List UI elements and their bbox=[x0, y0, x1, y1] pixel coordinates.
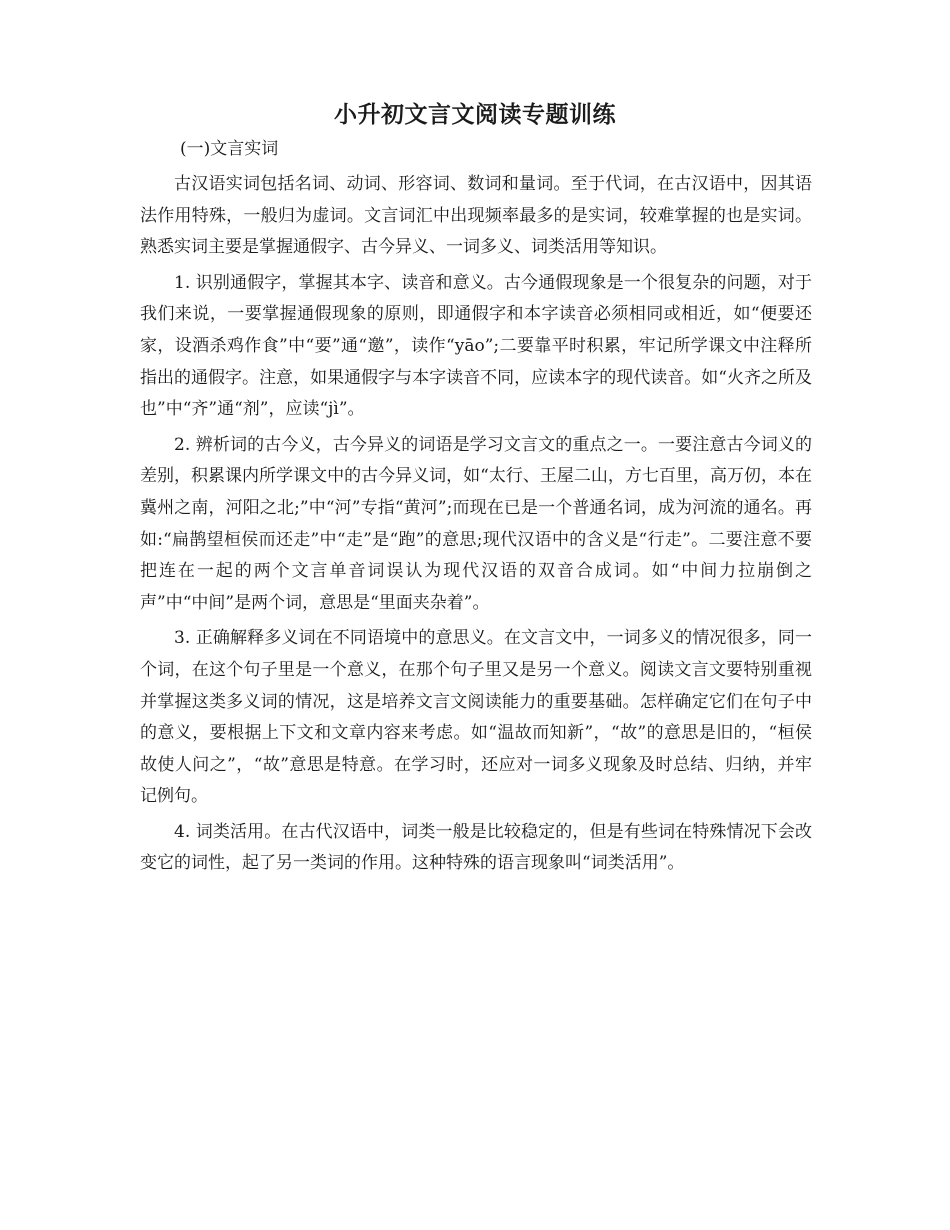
paragraph-2-gujinyi: 2. 辨析词的古今义，古今异义的词语是学习文言文的重点之一。一要注意古今词义的差别，积累课内所学课文中的古今异义词，如“太行、王屋二山，方七百里，高万仞，本在冀州之南，河阳之北;”中“河”专指“黄河”;而现在已是一个普通名词，成为河流的通名。再如:“扁鹊望桓侯而还走”中“走”是“跑”的意思;现代汉语中的含义是“行走”。二要注意不要把连在一起的两个文言单音词误认为现代汉语的双音合成词。如“中间力拉崩倒之声”中“中间”是两个词，意思是“里面夹杂着”。 bbox=[140, 434, 812, 613]
paragraph-4-cileihuoyong: 4. 词类活用。在古代汉语中，词类一般是比较稳定的，但是有些词在特殊情况下会改变它的词性，起了另一类词的作用。这种特殊的语言现象叫“词类活用”。 bbox=[140, 821, 812, 874]
document-title: 小升初文言文阅读专题训练 bbox=[334, 101, 616, 128]
section-heading: (一)文言实词 bbox=[180, 139, 279, 159]
document-body bbox=[140, 169, 812, 884]
paragraph-1-tongjiazi: 1. 识别通假字，掌握其本字、读音和意义。古今通假现象是一个很复杂的问题，对于我们来说，一要掌握通假现象的原则，即通假字和本字读音必须相同或相近，如“便要还家，设酒杀鸡作食”中“要”通“邀”，读作“yāo”;二要靠平时积累，牢记所学课文中注释所指出的通假字。注意，如果通假字与本字读音不同，应读本字的现代读音。如“火齐之所及也”中“齐”通“剂”，应读“jì”。 bbox=[140, 272, 812, 420]
paragraph-intro: 古汉语实词包括名词、动词、形容词、数词和量词。至于代词，在古汉语中，因其语法作用特殊，一般归为虚词。文言词汇中出现频率最多的是实词，较难掌握的也是实词。熟悉实词主要是掌握通假字、古今异义、一词多义、词类活用等知识。 bbox=[140, 174, 812, 258]
paragraph-3-duoyici: 3. 正确解释多义词在不同语境中的意思义。在文言文中，一词多义的情况很多，同一个词，在这个句子里是一个意义，在那个句子里又是另一个意义。阅读文言文要特别重视并掌握这类多义词的情况，这是培养文言文阅读能力的重要基础。怎样确定它们在句子中的意义，要根据上下文和文章内容来考虑。如“温故而知新”，“故”的意思是旧的，“桓侯故使人问之”，“故”意思是特意。在学习时，还应对一词多义现象及时总结、归纳，并牢记例句。 bbox=[140, 628, 812, 807]
